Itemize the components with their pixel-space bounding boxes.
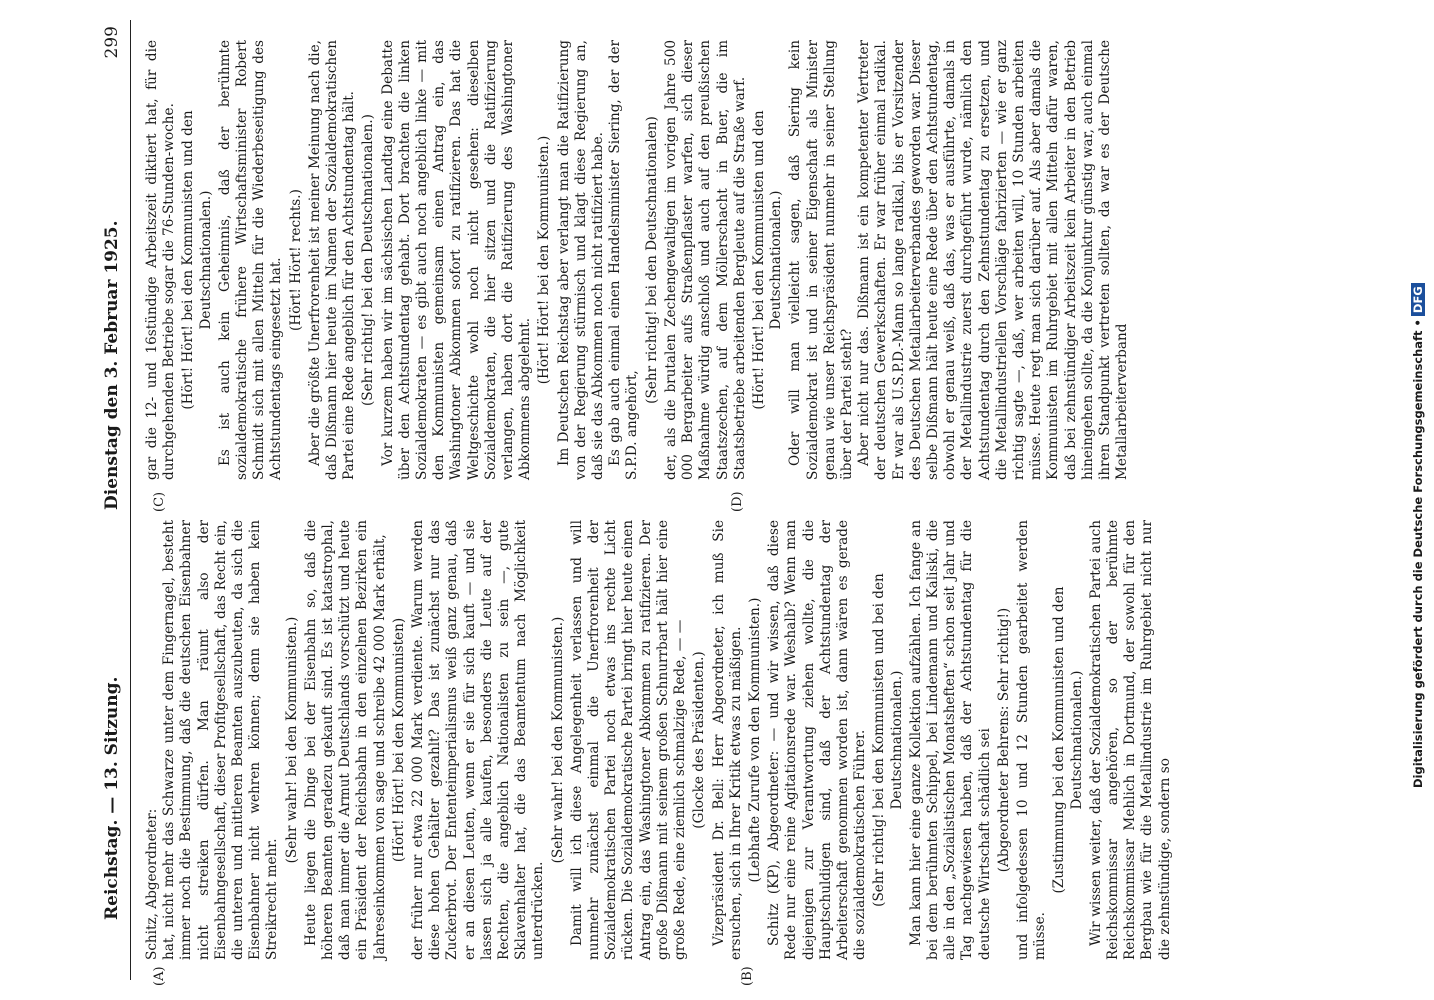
interjection: (Hört! Hört! bei den Kommunisten) — [390, 617, 407, 863]
paragraph: Damit will ich diese Angelegenheit verlassen und will nunmehr zunächst einmal die Unerfrorenheit der Sozialdemokratischen Partei noch etwas ins rechte Licht rücken. Die Sozialdemokratische Partei bringt hier heute einen Antrag ein, das Washingtoner Abkommen zu ratifizieren. Der große Dißmann mit seinem großen Schnurrbart hält hier eine große Rede, eine ziemlich schmalzige Rede, — — — [568, 520, 689, 960]
speaker-line: Schitz, Abgeordneter: — [144, 808, 160, 960]
paragraph: Man kann hier eine ganze Kollektion aufzählen. Ich fange an bei dem berühmten Schippel, bei Lindemann und Kaliski, die alle in den „Sozialistischen Monatsheften“ schon seit Jahr und Tag nachgewiesen haben, daß der Achtstundentag für die deutsche Wirtschaft schädlich sei — [907, 520, 993, 960]
interjection: (Sehr richtig! bei den Deutschnationalen) — [643, 116, 660, 404]
paragraph: gar die 12- und 16stündige Arbeitszeit diktiert hat, für die durchgehenden Betriebe sogar die 76-Stunden-woche. — [144, 40, 178, 480]
paragraph: Oder will man vielleicht sagen, daß Siering kein Sozialdemokrat ist und in seiner Eigenschaft als Minister genau wie unser Reichspräsident nunmehr in seiner Stellung über der Partei steht? — [787, 40, 855, 480]
paragraph: Wir wissen weiter, daß der Sozialdemokratischen Partei auch Reichskommissar angehören, so der berühmte Reichskommissar Mehlich in Dortmund, der sowohl für den Bergbau wie für die Metallindustrie im Ruhrgebiet nicht nur die zehnstündige, sondern so — [1087, 520, 1173, 960]
interjection: (Lebhafte Zurufe von den Kommunisten.) — [746, 597, 763, 883]
header-left: Reichstag. — 13. Sitzung. — [102, 676, 122, 920]
paragraph: der, als die brutalen Zechengewaltigen im vorigen Jahre 500 000 Bergarbeiter aufs Straßenpflaster warfen, sich dieser Maßnahme würdig anschloß und auch auf den preußischen Staatszechen, auf dem Möllerschacht in Buer, die im Staatsbetriebe arbeitenden Bergleute auf die Straße warf. — [662, 40, 748, 480]
page-number: 299 — [102, 26, 122, 59]
paragraph: Schitz (KP), Abgeordneter: — und wir wissen, daß diese Rede nur eine reine Agitationsrede war. Weshalb? Wenn man diejenigen zur Verantwortung ziehen wollte, die die Hauptschuldigen sind, daß der Achtstundentag der Arbeiterschaft genommen worden ist, dann wären es gerade die sozialdemokratischen Führer. — [766, 520, 869, 960]
interjection: (Sehr wahr! bei den Kommunisten.) — [283, 616, 300, 864]
margin-mark-d: (D) — [730, 491, 745, 512]
paragraph: Vor kurzem haben wir im sächsischen Landtag eine Debatte über den Achtstundentag gehabt. Dort brachten die linken Sozialdemokraten — es gibt auch noch angeblich linke — mit den Kommunisten gemeinsam einen Antrag ein, das Washingtoner Abkommen sofort zu ratifizieren. Das hat die Weltgeschichte wohl noch nicht gesehen: dieselben Sozialdemokraten, die hier sitzen und die Ratifizierung verlangen, haben dort die Ratifizierung des Washingtoner Abkommens abgelehnt. — [379, 40, 534, 480]
interjection: (Hört! Hört! rechts.) — [287, 189, 304, 331]
margin-mark-a: (A) — [152, 966, 167, 986]
funding-stamp-text — [1411, 283, 1425, 788]
interjection: (Hört! Hört! bei den Kommunisten und den Deutschnationalen.) — [180, 110, 214, 410]
left-column — [144, 520, 1174, 960]
header-center: Dienstag den 3. Februar 1925. — [102, 220, 122, 510]
right-column — [144, 40, 1131, 480]
interjection: (Glocke des Präsidenten.) — [691, 651, 708, 829]
paragraph: Heute liegen die Dinge bei der Eisenbahn so, daß die höheren Beamten geradezu gekauft sind. Es ist katastrophal, daß man immer die Armut Deutschlands vorschützt und heute ein Präsident der Reichsbahn in den einzelnen Bezirken ein Jahreseinkommen von sage und schreibe 42 000 Mark erhält, — [302, 520, 388, 960]
page-header — [94, 20, 131, 980]
margin-mark-b: (B) — [740, 966, 755, 986]
interjection: (Hört! Hört! bei den Kommunisten.) — [536, 135, 553, 385]
scanned-page — [80, 0, 1320, 1000]
interjection: (Sehr richtig! bei den Kommunisten und bei den Deutschnationalen.) — [871, 573, 905, 907]
interjection: (Sehr wahr! bei den Kommunisten.) — [549, 616, 566, 864]
paragraph: Es gab auch einmal einen Handelsminister Siering, der der S.P.D. angehört, — [607, 40, 641, 480]
paragraph: hat, nicht mehr das Schwarze unter dem Fingernagel, besteht immer noch die Bestimmung, daß die deutschen Eisenbahner nicht streiken dürfen. Man räumt also der Eisenbahngesellschaft, dieser Profitgesellschaft, das Recht ein, die unteren und mittleren Beamten auszubeuten, da sich die Eisenbahner nicht wehren können; denn sie haben kein Streikrecht mehr. — [161, 520, 281, 960]
interjection: (Sehr richtig! bei den Deutschnationalen.) — [360, 114, 377, 406]
margin-mark-c: (C) — [152, 491, 167, 512]
paragraph: und infolgedessen 10 und 12 Stunden gearbeitet werden müsse. — [1014, 520, 1049, 960]
paragraph: Aber die größte Unerfrorenheit ist meiner Meinung nach die, daß Dißmann hier heute im Namen der Sozialdemokratischen Partei eine Rede angeblich für den Achtstundentag hält. — [306, 40, 358, 480]
paragraph: Es ist auch kein Geheimnis, daß der berühmte sozialdemokratische frühere Wirtschaftsminister Robert Schmidt sich mit allen Mitteln für die Wiederbeseitigung des Achtstundentags eingesetzt hat. — [216, 40, 285, 480]
paragraph: Aber nicht nur das. Dißmann ist ein kompetenter Vertreter der deutschen Gewerkschaften. Er war früher einmal radikal. Er war als U.S.P.D.-Mann so lange radikal, bis er Vorsitzender des Deutschen Metallarbeiterverbandes geworden war. Dieser selbe Dißmann hält heute eine Rede über den Achtstundentag, obwohl er genau weiß, daß das, was er ausführte, damals in der Metallindustrie zuerst durchgeführt wurde, nämlich den Achtstundentag durch den Zehnstundentag zu ersetzen, und die Metallindustriellen Vorschläge fabrizierten — wie er ganz richtig sagte —, daß, wer arbeiten will, 10 Stunden arbeiten müsse. Heute regt man sich darüber auf. Als aber damals die Kommunisten im Ruhrgebiet mit allen Mitteln dafür waren, daß bei zehnstündiger Arbeitszeit kein Arbeiter in den Betrieb hineingehen sollte, da die Konjunktur günstig war, auch einmal ihren Standpunkt vertreten sollten, da war es der Deutsche Metallarbeiterverband — [856, 40, 1131, 480]
interjection: (Abgeordneter Behrens: Sehr richtig!) — [995, 607, 1012, 873]
funding-stamp-label: Digitalisierung gefördert durch die Deutsche Forschungsgemeinschaft • — [1411, 319, 1425, 788]
dfg-badge: DFG — [1411, 283, 1425, 316]
interjection: (Zustimmung bei den Kommunisten und den Deutschnationalen.) — [1051, 586, 1085, 894]
interjection: (Hört! Hört! bei den Kommunisten und den Deutschnationalen.) — [750, 110, 785, 410]
paragraph: der früher nur etwa 22 000 Mark verdiente. Warum werden diese hohen Gehälter gezahlt? Das ist zunächst nur das Zuckerbrot. Der Ententeimperialismus weiß ganz genau, daß er an diesen Leuten, wenn er sie für sich kauft — und sie lassen sich ja alle kaufen, besonders die Leute auf der Rechten, die angeblich Nationalisten zu sein —, gute Sklavenhalter hat, die das Beamtentum nach Möglichkeit unterdrücken. — [410, 520, 547, 960]
paragraph: Vizepräsident Dr. Bell: Herr Abgeordneter, ich muß Sie ersuchen, sich in Ihrer Kritik etwas zu mäßigen. — [710, 520, 744, 960]
paragraph: Im Deutschen Reichstag aber verlangt man die Ratifizierung von der Regierung stürmisch und klagt diese Regierung an, daß sie das Abkommen noch nicht ratifiziert habe. — [555, 40, 607, 480]
funding-stamp — [1408, 8, 1430, 998]
